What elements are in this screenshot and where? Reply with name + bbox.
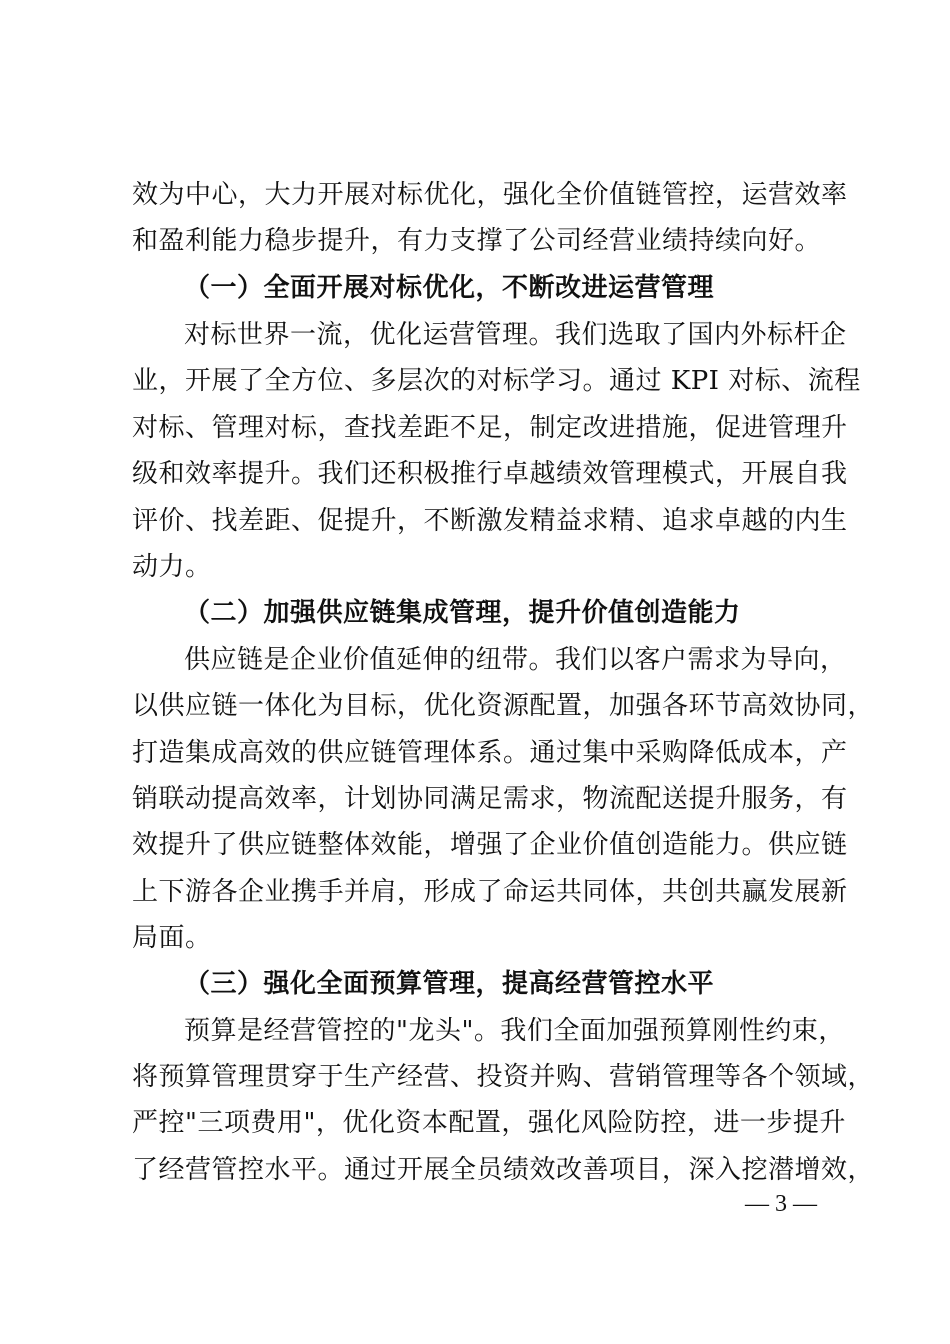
body-text-line: 评价、找差距、促提升，不断激发精益求精、追求卓越的内生	[132, 506, 848, 536]
body-text-line: 供应链是企业价值延伸的纽带。我们以客户需求为导向，	[184, 645, 847, 675]
body-text-line: 上下游各企业携手并肩，形成了命运共同体，共创共赢发展新	[132, 877, 848, 907]
body-text-line: 销联动提高效率，计划协同满足需求，物流配送提升服务，有	[132, 784, 848, 814]
page-number: — 3 —	[745, 1191, 817, 1217]
body-text-line: 对标、管理对标，查找差距不足，制定改进措施，促进管理升	[132, 413, 848, 443]
body-text-line: 打造集成高效的供应链管理体系。通过集中采购降低成本，产	[132, 738, 848, 768]
body-text-line: 业，开展了全方位、多层次的对标学习。通过 KPI 对标、流程	[132, 366, 861, 396]
body-text-line: 和盈利能力稳步提升，有力支撑了公司经营业绩持续向好。	[132, 226, 822, 256]
body-text-line: 了经营管控水平。通过开展全员绩效改善项目，深入挖潜增效，	[132, 1155, 875, 1185]
body-text-line: 动力。	[132, 552, 212, 582]
body-text-line: 级和效率提升。我们还积极推行卓越绩效管理模式，开展自我	[132, 459, 848, 489]
body-text-line: 严控"三项费用"，优化资本配置，强化风险防控，进一步提升	[132, 1108, 846, 1138]
body-text-line: 局面。	[132, 923, 212, 953]
body-text-line: 效提升了供应链整体效能，增强了企业价值创造能力。供应链	[132, 830, 848, 860]
body-text-line: 预算是经营管控的"龙头"。我们全面加强预算刚性约束，	[184, 1016, 845, 1046]
body-text-line: 将预算管理贯穿于生产经营、投资并购、营销管理等各个领域，	[132, 1062, 875, 1092]
section-heading-3: （三）强化全面预算管理，提高经营管控水平	[184, 969, 715, 999]
body-text-line: 效为中心，大力开展对标优化，强化全价值链管控，运营效率	[132, 180, 848, 210]
body-text-line: 对标世界一流，优化运营管理。我们选取了国内外标杆企	[184, 320, 847, 350]
section-heading-1: （一）全面开展对标优化，不断改进运营管理	[184, 273, 715, 303]
body-text-line: 以供应链一体化为目标，优化资源配置，加强各环节高效协同，	[132, 691, 875, 721]
section-heading-2: （二）加强供应链集成管理，提升价值创造能力	[184, 598, 741, 628]
